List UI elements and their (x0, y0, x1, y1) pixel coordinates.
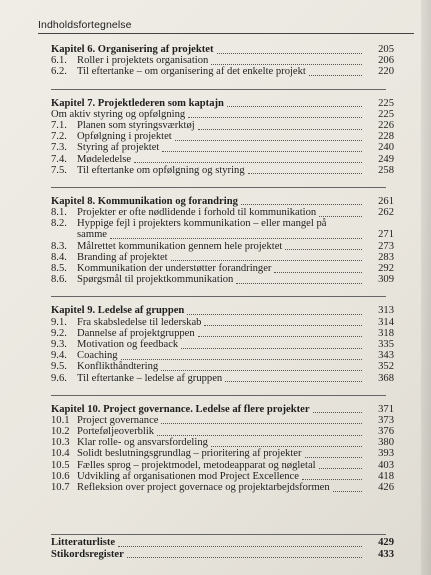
section-number: 8.6. (51, 274, 67, 286)
entry-text: Fælles sprog – projektmodel, metodeapparat og nøgletal (77, 459, 316, 471)
entry-text: Branding af projektet (77, 251, 168, 263)
leader-dots (187, 305, 362, 315)
leader-dots (161, 361, 362, 371)
leader-dots (211, 437, 362, 447)
page-number: 376 (378, 426, 394, 438)
page-number: 225 (378, 108, 394, 120)
page-number: 368 (378, 372, 394, 384)
page-number: 352 (378, 361, 394, 373)
back-matter-entry (51, 537, 394, 549)
section-number: 10.1 (51, 414, 70, 426)
section-number: 9.6. (51, 372, 67, 384)
leader-dots (248, 165, 362, 175)
section-number: 7.2. (51, 131, 67, 143)
entry-text: Kapitel 10. Project governance. Ledelse af flere projekter (51, 403, 310, 415)
section-number: 9.3. (51, 338, 67, 350)
toc-entry (51, 470, 394, 482)
toc-entry-continued (51, 229, 394, 241)
page-number: 373 (378, 414, 394, 426)
entry-text: Spørgsmål til projektkommunikation (77, 274, 234, 286)
entry-text: Opfølgning i projektet (77, 131, 172, 143)
leader-dots (217, 44, 362, 54)
toc-entry (51, 274, 394, 286)
toc-entry (51, 316, 394, 328)
page-number: 418 (378, 470, 394, 482)
toc-entry (51, 240, 394, 252)
page-edge-shadow (421, 0, 431, 575)
entry-text: Om aktiv styring og opfølgning (51, 108, 186, 120)
entry-text: Projekter er ofte nødlidende i forhold til kommunikation (77, 207, 317, 219)
chapter-block (51, 44, 394, 89)
entry-text: Motivation og feedback (77, 338, 179, 350)
entry-text: Udvikling af organisationen mod Project Excellence (77, 470, 299, 482)
leader-dots (227, 98, 362, 108)
back-matter (51, 534, 394, 560)
entry-text: Målrettet kommunikation gennem hele projektet (77, 240, 283, 252)
page-number: 429 (378, 537, 394, 548)
toc-entry (51, 66, 394, 78)
entry-text: Konflikthåndtering (77, 361, 159, 373)
section-number: 7.3. (51, 142, 67, 154)
page-number: 283 (378, 251, 394, 263)
section-number: 9.4. (51, 350, 67, 362)
running-head: Indholdsfortegnelse (38, 19, 414, 34)
page-number: 314 (378, 316, 394, 328)
entry-text: Kommunikation der understøtter forandringer (77, 263, 272, 274)
page-number: 313 (378, 305, 394, 317)
entry-text: Mødeledelse (77, 153, 132, 165)
section-number: 10.2 (51, 426, 70, 438)
leader-dots (225, 373, 362, 383)
entry-text: Planen som styringsværktøj (77, 119, 195, 131)
entry-text: Styring af projektet (77, 142, 160, 154)
section-number: 7.1. (51, 119, 67, 131)
section-number: 8.4. (51, 251, 67, 263)
leader-dots (134, 154, 362, 164)
leader-dots (110, 229, 362, 239)
entry-text: Til eftertanke om opfølgning og styring (77, 164, 245, 176)
page-number: 426 (378, 482, 394, 493)
page-number: 240 (378, 142, 394, 154)
entry-text: Kapitel 6. Organisering af projektet (51, 44, 214, 55)
toc-entry (51, 426, 394, 438)
toc-entry (51, 142, 394, 154)
toc-entry (51, 459, 394, 471)
leader-dots (198, 328, 362, 338)
page-number: 318 (378, 327, 394, 339)
chapter-block (51, 296, 394, 394)
chapter-title (51, 44, 394, 55)
page-number: 225 (378, 97, 394, 109)
section-number: 8.3. (51, 240, 67, 252)
section-number: 10.3 (51, 437, 70, 449)
page-number: 271 (378, 229, 394, 241)
chapter-title (51, 97, 394, 109)
entry-text: samme (77, 229, 108, 241)
section-number: 9.1. (51, 316, 67, 328)
toc-entry (51, 437, 394, 449)
page-number: 226 (378, 119, 394, 131)
leader-dots (161, 415, 362, 425)
section-number: 7.4. (51, 153, 67, 165)
chapter-title (51, 305, 394, 317)
toc-entry (51, 164, 394, 176)
chapter-title (51, 195, 394, 207)
leader-dots (181, 339, 362, 349)
entry-text: Stikordsregister (51, 548, 124, 560)
toc-entry (51, 218, 386, 229)
leader-dots (302, 471, 362, 481)
entry-text: Til eftertanke – ledelse af gruppen (77, 372, 223, 384)
section-number: 10.5 (51, 459, 70, 471)
entry-text: Fra skabsledelse til lederskab (77, 316, 202, 328)
page-number: 228 (378, 131, 394, 143)
chapter-intro (51, 108, 394, 120)
leader-dots (157, 426, 362, 436)
section-number: 8.1. (51, 207, 67, 219)
entry-text: Kapitel 9. Ledelse af gruppen (51, 305, 185, 317)
section-number: 6.1. (51, 55, 67, 67)
leader-dots (198, 120, 362, 130)
leader-dots (171, 252, 362, 262)
section-number: 8.2. (51, 218, 67, 230)
toc-entry (51, 482, 394, 493)
page-number: 335 (378, 338, 394, 350)
section-number: 10.7 (51, 482, 70, 493)
page-number: 206 (378, 55, 394, 67)
entry-text: Dannelse af projektgruppen (77, 327, 195, 339)
page-number: 258 (378, 164, 394, 176)
entry-text: Porteføljeoverblik (77, 426, 155, 438)
leader-dots (188, 109, 362, 119)
page-number: 309 (378, 274, 394, 286)
leader-dots (236, 274, 362, 284)
leader-dots (241, 196, 362, 206)
section-number: 9.5. (51, 361, 67, 373)
leader-dots (118, 537, 362, 547)
toc-entry (51, 338, 394, 350)
toc-entry (51, 153, 394, 165)
toc-entry (51, 448, 394, 460)
chapter-block (51, 89, 394, 187)
page-number: 403 (378, 459, 394, 471)
toc-entry (51, 350, 394, 362)
page-number: 273 (378, 240, 394, 252)
section-number: 9.2. (51, 327, 67, 339)
page-number: 292 (378, 263, 394, 274)
entry-text: Litteraturliste (51, 537, 116, 548)
page-number: 261 (378, 195, 394, 207)
entry-text: Kapitel 7. Projektlederen som kaptajn (51, 97, 224, 109)
leader-dots (274, 263, 362, 273)
toc-entry (51, 207, 394, 219)
page-number: 393 (378, 448, 394, 460)
entry-text: Coaching (77, 350, 118, 362)
section-number: 7.5. (51, 164, 67, 176)
toc-entry (51, 372, 394, 384)
leader-dots (204, 317, 362, 327)
entry-text: Til eftertanke – om organisering af det enkelte projekt (77, 66, 306, 78)
table-of-contents (51, 44, 394, 504)
toc-entry (51, 263, 394, 274)
page-number: 371 (378, 403, 394, 415)
leader-dots (121, 350, 362, 360)
toc-entry (51, 361, 394, 373)
toc-entry (51, 119, 394, 131)
page-number: 262 (378, 207, 394, 219)
chapter-title (51, 403, 394, 415)
entry-text: Hyppige fejl i projekters kommunikation – eller mangel på (77, 218, 327, 230)
toc-entry (51, 414, 394, 426)
section-number: 8.5. (51, 263, 67, 274)
page-number: 343 (378, 350, 394, 362)
page-number: 220 (378, 66, 394, 78)
toc-entry (51, 55, 394, 67)
entry-text: Project governance (77, 414, 159, 426)
entry-text: Solidt beslutningsgrundlag – prioritering af projekter (77, 448, 302, 460)
leader-dots (162, 142, 362, 152)
leader-dots (285, 241, 362, 251)
page-number: 205 (378, 44, 394, 55)
section-number: 10.6 (51, 470, 70, 482)
back-matter-entry (51, 548, 394, 561)
page-number: 433 (378, 548, 394, 560)
leader-dots (211, 55, 362, 65)
section-number: 10.4 (51, 448, 70, 460)
toc-entry (51, 251, 394, 263)
leader-dots (175, 131, 362, 141)
chapter-block (51, 395, 394, 505)
entry-text: Klar rolle- og ansvarsfordeling (77, 437, 208, 449)
entry-text: Roller i projektets organisation (77, 55, 209, 67)
section-number: 6.2. (51, 66, 67, 78)
toc-entry (51, 131, 394, 143)
leader-dots (127, 549, 362, 559)
entry-text: Kapitel 8. Kommunikation og forandring (51, 195, 238, 207)
toc-entry (51, 327, 394, 339)
chapter-block (51, 187, 394, 297)
page-number: 249 (378, 153, 394, 165)
page-number: 380 (378, 437, 394, 449)
entry-text: Refleksion over project governace og projektarbejdsformen (77, 482, 330, 493)
